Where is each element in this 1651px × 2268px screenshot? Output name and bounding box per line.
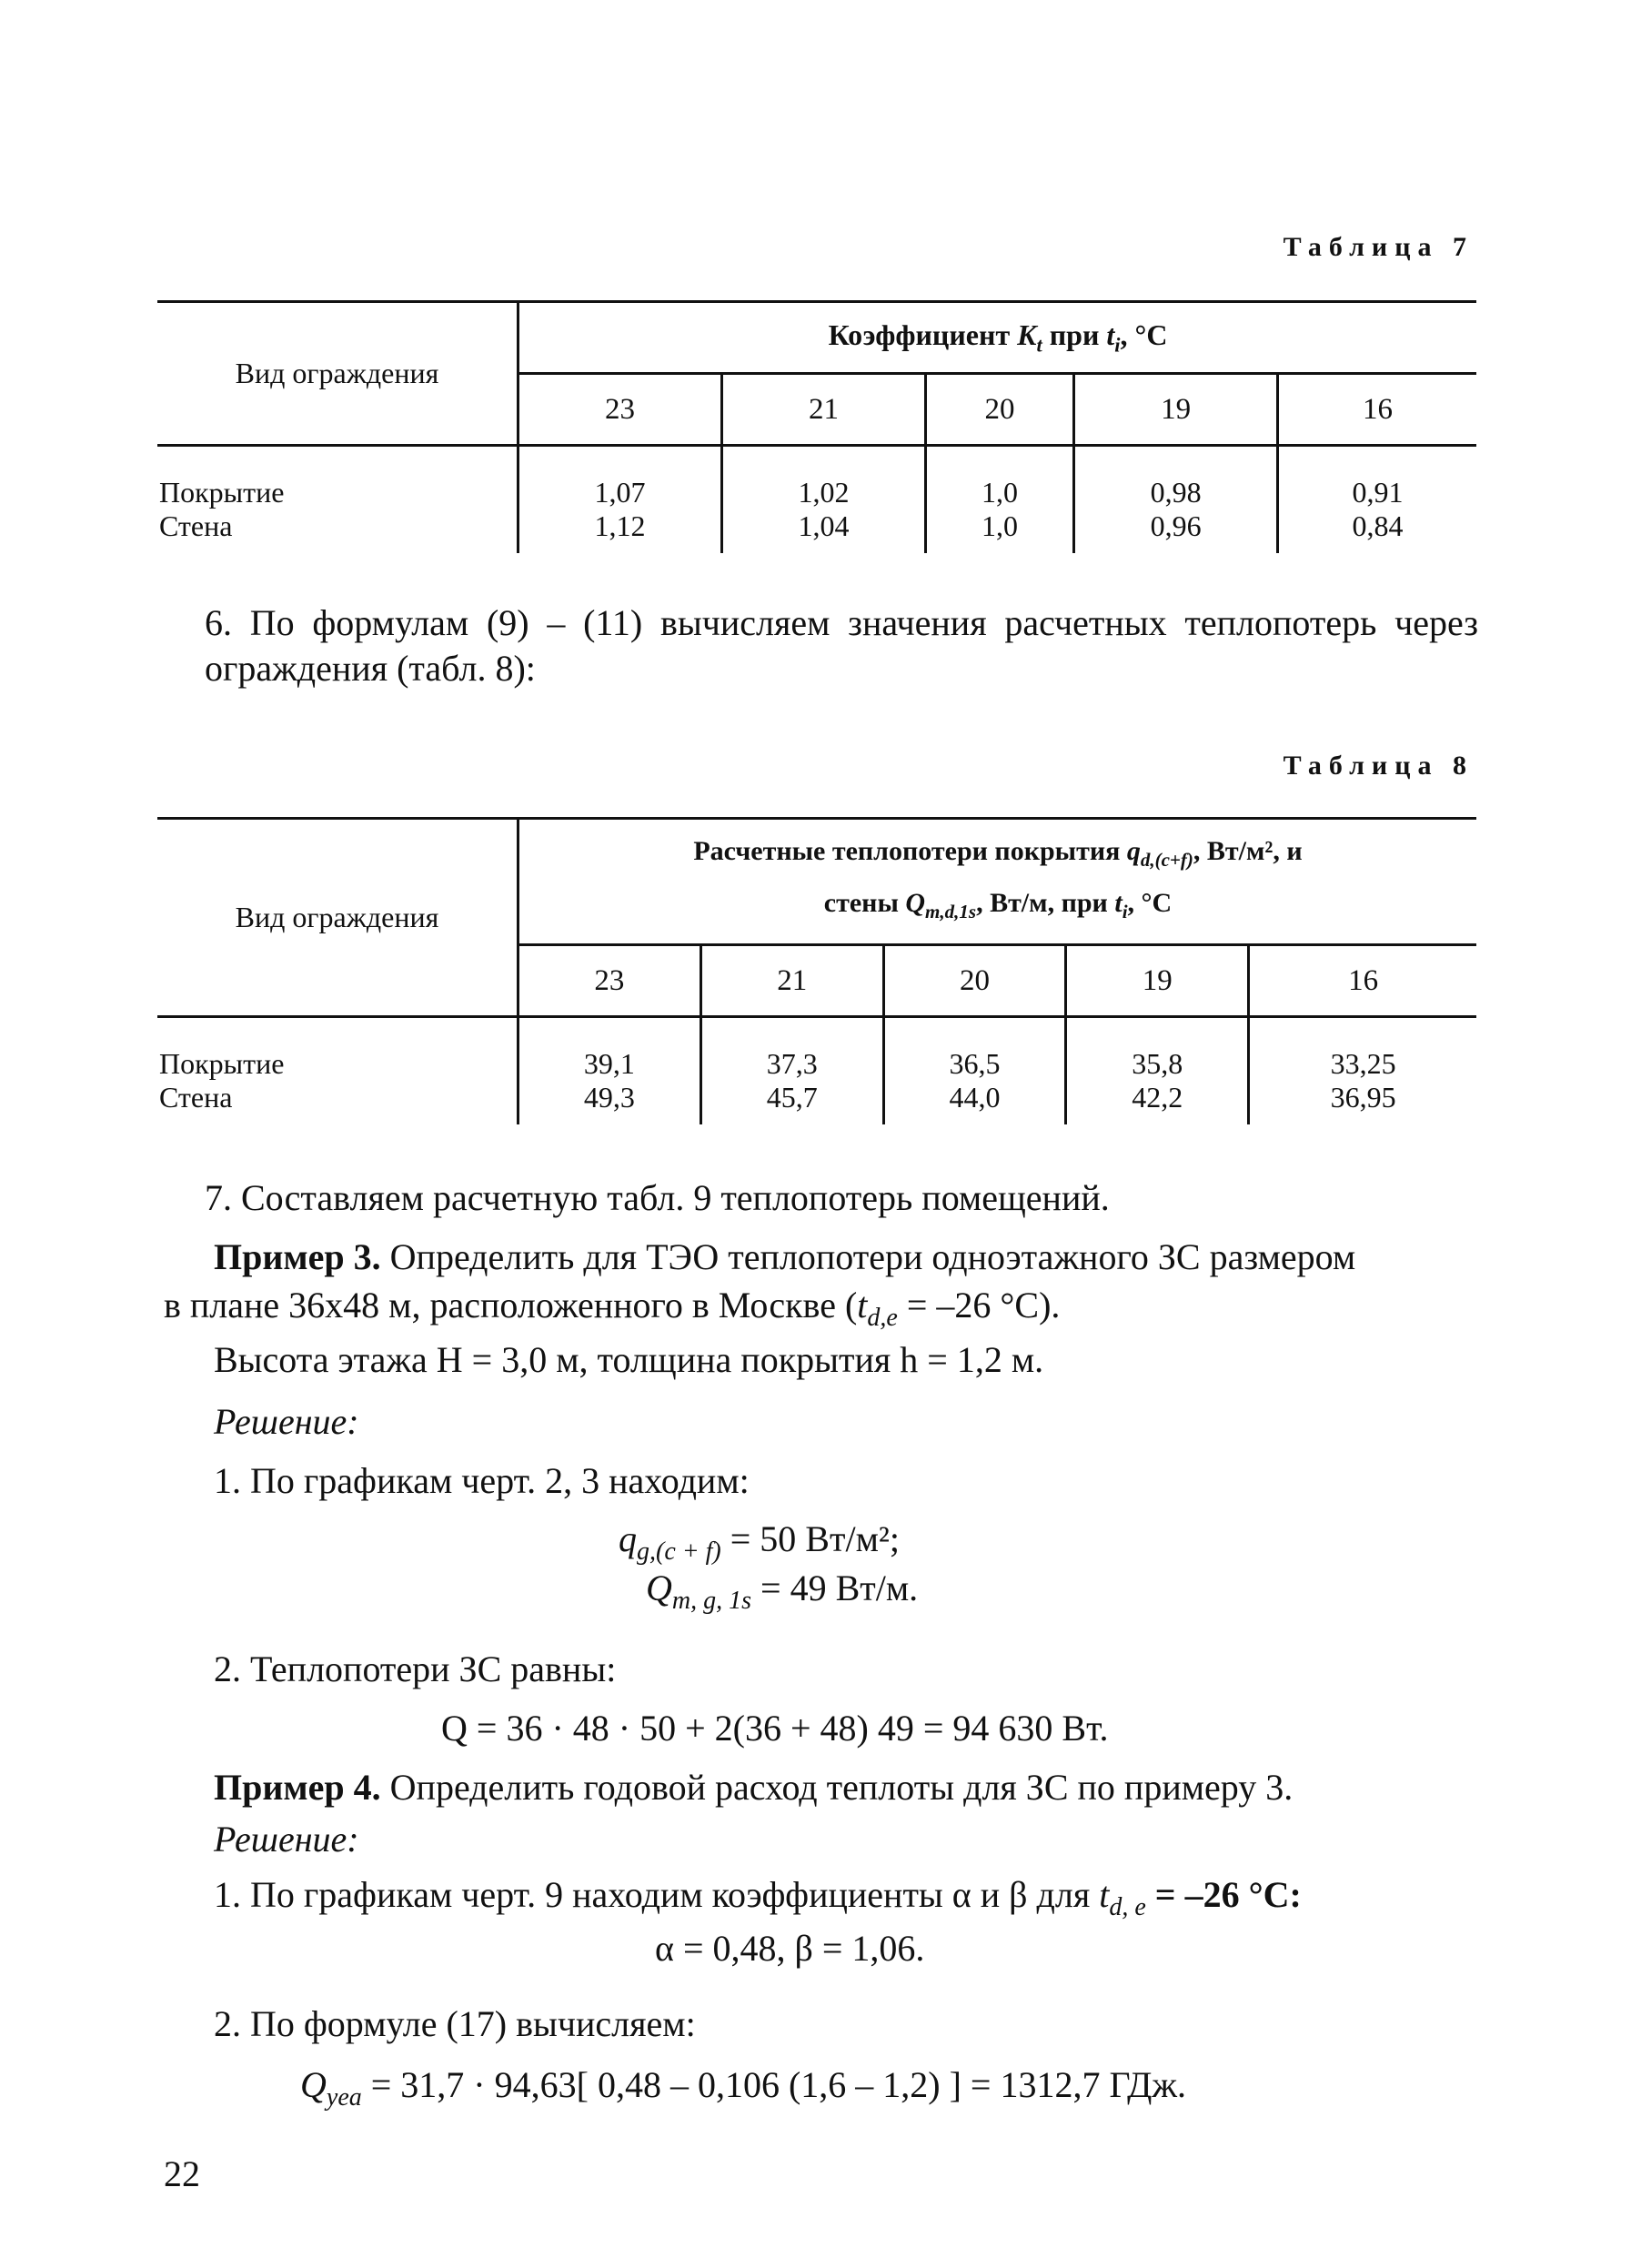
table7-col-20: 20 [925, 374, 1073, 446]
table8-row-label: Стена [157, 1081, 518, 1124]
table8-col-20: 20 [883, 945, 1066, 1017]
table-row [157, 509, 1476, 553]
table7-caption: Таблица 7 [1283, 232, 1474, 262]
example3-line1 [214, 1235, 1355, 1280]
table8-caption: Таблица 8 [1283, 751, 1474, 781]
table-cell: 45,7 [700, 1081, 883, 1124]
table-row [157, 1081, 1476, 1124]
example4-label: Пример 4. [214, 1767, 381, 1808]
example3-label: Пример 3. [214, 1236, 381, 1277]
table7-col-16: 16 [1278, 374, 1476, 446]
paragraph-7: 7. Составляем расчетную табл. 9 теплопотерь помещений. [205, 1177, 1110, 1218]
table-cell: 44,0 [883, 1081, 1066, 1124]
table7-col-19: 19 [1074, 374, 1278, 446]
example4-solution: Решение: [214, 1819, 359, 1860]
example3-formula3: Q = 36 · 48 · 50 + 2(36 + 48) 49 = 94 630 Вт. [441, 1708, 1109, 1749]
table-cell: 1,07 [518, 446, 722, 509]
paragraph-6-text: 6. По формулам (9) – (11) вычисляем значения расчетных теплопотерь через ограждения (табл. 8): [205, 602, 1478, 689]
example3-step2: 2. Теплопотери ЗС равны: [214, 1648, 617, 1689]
table-row [157, 1017, 1476, 1081]
table-cell: 33,25 [1330, 1046, 1396, 1080]
paragraph-6 [205, 600, 1478, 691]
table8-col-header: Вид ограждения [157, 819, 518, 1017]
table-cell: 49,3 [518, 1081, 701, 1124]
table-cell: 1,04 [721, 509, 925, 553]
example3-formula1-text: = 50 Вт/м²; [730, 1518, 900, 1559]
table-row [157, 446, 1476, 509]
table7-col-23: 23 [518, 374, 722, 446]
table7-group-header: Коэффициент $K_t$ при $t_i$, °С [518, 302, 1477, 374]
example3-line2: в плане 36х48 м, расположенного в Москве ($t_{d,e} = -26$ °С). [164, 1285, 1061, 1332]
table7-row-label: Покрытие [157, 446, 518, 509]
table7-col-header: Вид ограждения [157, 302, 518, 446]
table-cell: 39,1 [518, 1017, 701, 1081]
example4-temp: = –26 °С: [1154, 1874, 1302, 1915]
example4-step1: 1. По графикам черт. 9 находим коэффициенты α и β для $t_{d, e} = -26$ °С: [214, 1874, 1302, 1921]
table-cell: 36,95 [1330, 1080, 1396, 1114]
table7-row-label: Стена [157, 509, 518, 553]
table-cell: 42,2 [1066, 1081, 1249, 1124]
table8 [157, 817, 1476, 1124]
example4-step1-text: 1. По графикам черт. 9 находим коэффициенты α и β для [214, 1874, 1091, 1915]
example3-solution: Решение: [214, 1401, 359, 1442]
table-cell: 35,8 [1066, 1017, 1249, 1081]
table7-col-21: 21 [721, 374, 925, 446]
table8-row-label: Покрытие [157, 1017, 518, 1081]
table8-group-header: Расчетные теплопотери покрытия $q_{d,(c+f)}$, Вт/м², и стены $Q_{m,d,1s}$, Вт/м, при $t_i$, °С [518, 819, 1477, 945]
table-cell: 0,84 [1352, 509, 1404, 542]
example4-formula2: $Q_{yea} = 31,7 \cdot 94,63$[ 0,48 – 0,106 (1,6 – 1,2) ] = 1312,7 ГДж. [300, 2064, 1186, 2112]
example4-step2: 2. По формуле (17) вычисляем: [214, 2003, 696, 2044]
example4-line1 [214, 1765, 1293, 1810]
table-cell: 1,02 [721, 446, 925, 509]
example3-formula2-text: = 49 Вт/м. [760, 1567, 919, 1608]
table8-col-21: 21 [700, 945, 883, 1017]
example4-formula1: α = 0,48, β = 1,06. [655, 1928, 925, 1969]
table-cell: 1,0 [925, 509, 1073, 553]
example4-formula2-text: = 31,7 · 94,63[ 0,48 – 0,106 (1,6 – 1,2) ] = 1312,7 ГДж. [370, 2064, 1186, 2105]
example3-formula2: $Q_{m, g, 1s} = 49$ Вт/м. [646, 1567, 919, 1615]
page-number: 22 [164, 2153, 200, 2194]
example3-text1: Определить для ТЭО теплопотери одноэтажного ЗС размером [389, 1236, 1356, 1277]
table-cell: 1,12 [518, 509, 722, 553]
example3-temp: = –26 °С). [906, 1285, 1061, 1326]
table-cell: 0,98 [1074, 446, 1278, 509]
table7 [157, 300, 1476, 553]
table-cell: 37,3 [700, 1017, 883, 1081]
table-cell: 0,96 [1074, 509, 1278, 553]
table8-col-19: 19 [1066, 945, 1249, 1017]
example3-text2: в плане 36х48 м, расположенного в Москве [164, 1285, 836, 1326]
table-cell: 36,5 [883, 1017, 1066, 1081]
example3-step1: 1. По графикам черт. 2, 3 находим: [214, 1460, 750, 1501]
table-cell: 1,0 [925, 446, 1073, 509]
table8-col-16: 16 [1249, 945, 1476, 1017]
example3-line3: Высота этажа H = 3,0 м, толщина покрытия h = 1,2 м. [214, 1339, 1044, 1380]
example4-text1: Определить годовой расход теплоты для ЗС по примеру 3. [389, 1767, 1294, 1808]
table8-col-23: 23 [518, 945, 701, 1017]
example3-formula1: $q_{g,(c + f)} = 50$ Вт/м²; [619, 1518, 900, 1566]
table-cell: 0,91 [1352, 475, 1404, 509]
